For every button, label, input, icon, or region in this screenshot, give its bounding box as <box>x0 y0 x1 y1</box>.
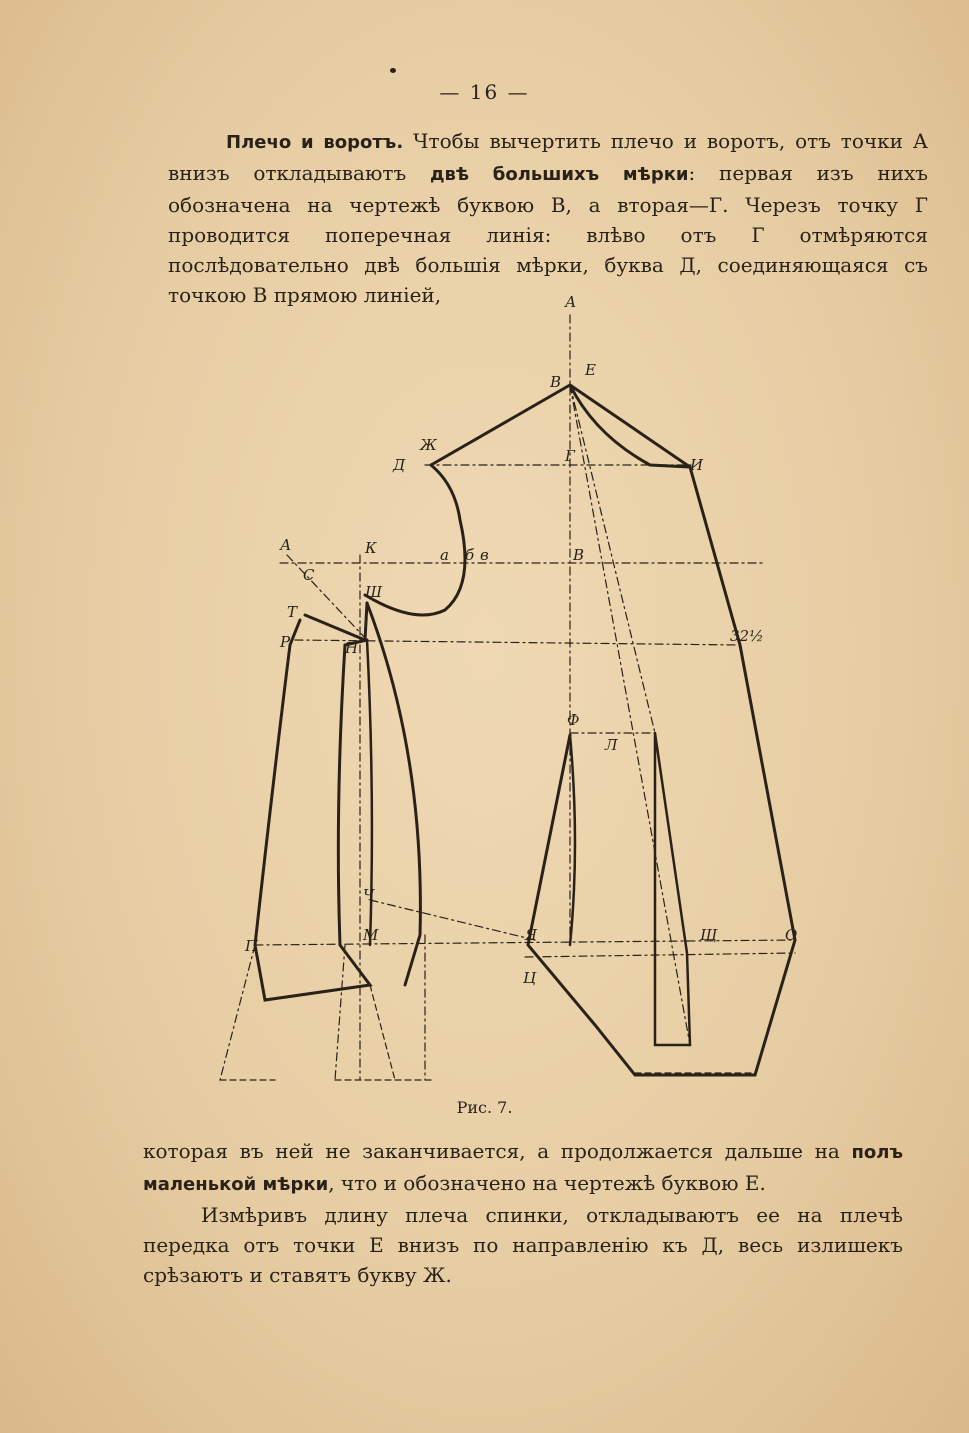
text-run: , что и обозначено на чертежѣ буквою Е. <box>328 1171 766 1195</box>
label-c: С <box>303 566 315 584</box>
pattern-drawing <box>195 285 835 1105</box>
page-number: — 16 — <box>439 80 530 104</box>
label-a-top: А <box>565 293 577 311</box>
section-heading: Плечо и воротъ. <box>226 132 404 153</box>
text-run: которая въ ней не заканчивается, а продолжается дальше на <box>143 1139 852 1163</box>
label-a-small: а <box>440 546 449 564</box>
label-ya: Я <box>525 926 538 944</box>
label-d: Д <box>393 456 406 474</box>
label-r: Р <box>280 633 291 651</box>
label-i: И <box>690 456 704 474</box>
label-a-left: А <box>280 536 292 554</box>
text-run: Чтобы вычертить плечо и воротъ, отъ точки А внизъ откладываютъ <box>168 129 928 185</box>
label-k: К <box>365 539 377 557</box>
text-run: : первая изъ нихъ обозначена на чертежѣ буквою В, а вторая—Г. Черезъ точку Г проводится поперечная линія: влѣво отъ Г отмѣряются послѣдовательно двѣ большія мѣрки, буква Д, соединяющаяся съ точкою В прямою линіей, <box>168 161 928 307</box>
label-ch: Ч <box>363 886 375 904</box>
label-ts: Ц <box>523 969 537 987</box>
label-m: М <box>363 926 379 944</box>
label-f: Ф <box>567 711 580 729</box>
label-v-small: в <box>480 546 489 564</box>
figure-caption: Рис. 7. <box>456 1098 513 1117</box>
label-b-small: б <box>465 546 475 564</box>
label-g: Г <box>565 447 575 465</box>
label-e-top: Е <box>585 361 596 379</box>
paragraph-text: Измѣривъ длину плеча спинки, откладываютъ ее на плечѣ передка отъ точки Е внизъ по направленію къ Д, весь излишекъ срѣзаютъ и ставятъ букву Ж. <box>143 1203 903 1287</box>
label-l: Л <box>605 736 618 754</box>
label-zh: Ж <box>420 436 437 454</box>
paragraph-shoulder-collar <box>168 126 928 310</box>
paragraph-continuation <box>143 1136 903 1290</box>
paragraph-text <box>168 126 928 310</box>
label-t: Т <box>287 603 298 621</box>
label-o: О <box>785 926 798 944</box>
label-b-mid: В <box>573 546 585 564</box>
label-32: 32½ <box>730 627 764 645</box>
label-sh: Ш <box>365 583 383 601</box>
label-n: Н <box>345 639 359 657</box>
ink-speck <box>390 68 396 73</box>
label-p: П <box>245 937 259 955</box>
label-b-top: В <box>550 373 562 391</box>
label-shch: Щ <box>700 926 718 944</box>
bold-term: двѣ большихъ мѣрки <box>429 164 689 185</box>
paragraph-text <box>143 1136 903 1200</box>
bold-term: полъ маленькой мѣрки <box>143 1142 903 1195</box>
